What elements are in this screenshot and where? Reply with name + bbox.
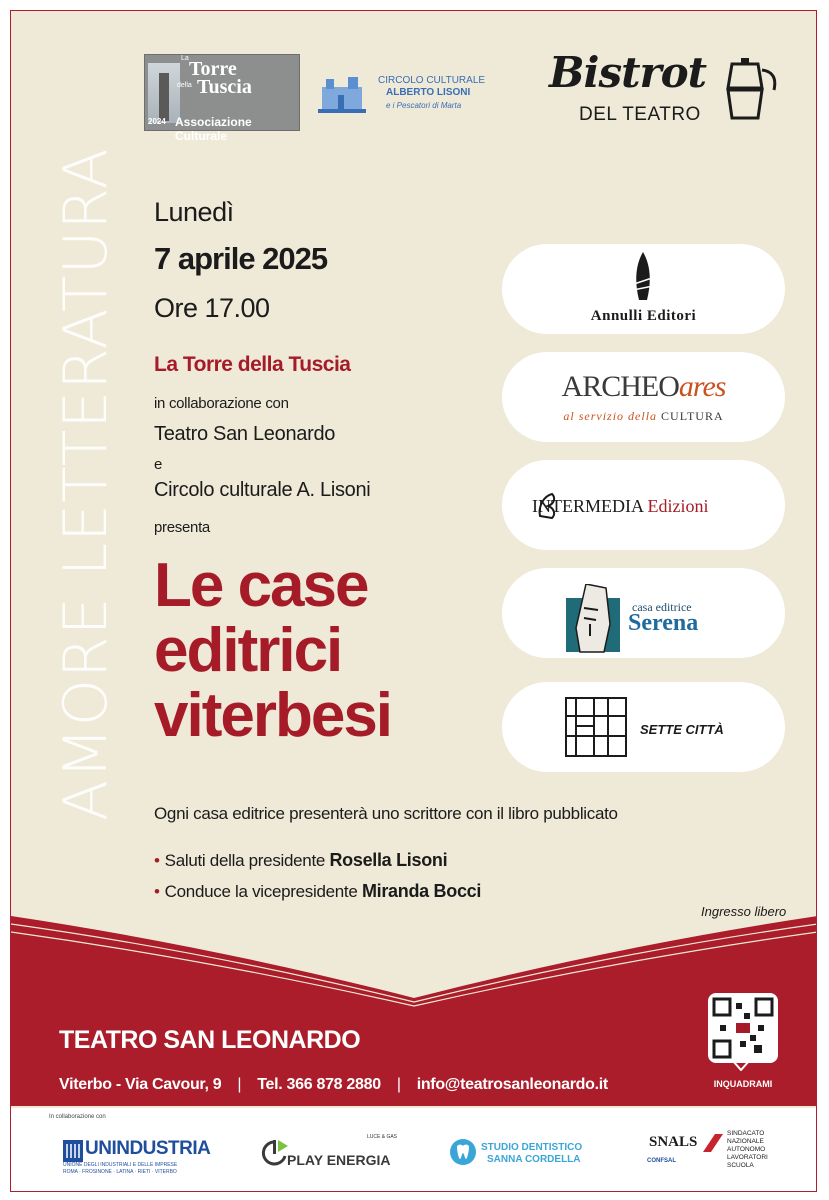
title-line: editrici [154, 616, 342, 685]
separator: | [396, 1076, 401, 1093]
lisoni-line1: CIRCOLO CULTURALE [378, 75, 486, 86]
play-label: PLAY ENERGIA [287, 1152, 391, 1168]
logo-torre-line2: Tuscia [197, 76, 252, 98]
serena-small: casa editrice [632, 600, 692, 614]
footer-collab-label: In collaborazione con [49, 1114, 106, 1120]
vertical-title: AMORE LETTERATURA [51, 147, 121, 821]
bullet-conduce [154, 881, 481, 902]
unindustria-sub2: ROMA · FROSINONE · LATINA · RIETI · VITERBO [63, 1169, 177, 1175]
intermedia-text: INTERMEDIA [532, 496, 643, 516]
logo-torre-la: La [181, 55, 189, 62]
bistrot-line1: Bistrot [549, 48, 707, 97]
castle-icon [318, 73, 366, 113]
qr-caption: INQUADRAMI [713, 1079, 773, 1089]
edizioni-text: Edizioni [647, 496, 709, 516]
bullet-text: Conduce la vicepresidente [164, 882, 362, 901]
event-time: Ore 17.00 [154, 293, 270, 323]
studio-line2: SANNA CORDELLA [487, 1154, 581, 1165]
publisher-sette-citta [502, 682, 785, 772]
sette-citta-label: SETTE CITTÀ [640, 722, 724, 737]
qr-code-icon [710, 995, 776, 1061]
tower-icon [159, 73, 169, 121]
serena-label: Serena [628, 610, 699, 636]
qr-pointer-icon [733, 1061, 749, 1071]
event-title [154, 553, 494, 748]
torre-della-tuscia-logo [144, 54, 300, 143]
sette-citta-monogram-icon [564, 696, 628, 758]
and-text: e [154, 456, 163, 473]
publisher-intermedia [502, 460, 785, 550]
play-energia-icon [261, 1138, 289, 1168]
logo-torre-line1: Torre [189, 58, 237, 80]
tooth-icon [449, 1138, 477, 1166]
partner-2: Circolo culturale A. Lisoni [154, 479, 371, 501]
quill-crest-icon [628, 250, 658, 308]
studio-line1: STUDIO DENTISTICO [481, 1142, 583, 1153]
presents-text: presenta [154, 519, 210, 536]
collab-intro: in collaborazione con [154, 395, 289, 412]
venue-email[interactable]: info@teatrosanleonardo.it [416, 1076, 608, 1093]
venue-contacts [59, 1076, 608, 1094]
title-line: viterbesi [154, 681, 392, 750]
separator: | [237, 1076, 242, 1093]
snals-line: NAZIONALE [727, 1138, 764, 1145]
logo-torre-della: della [177, 82, 192, 89]
entry-note: Ingresso libero [701, 904, 787, 919]
moai-icon [566, 584, 622, 654]
snals-line: LAVORATORI [727, 1154, 768, 1161]
event-day: Lunedì [154, 197, 234, 227]
snals-line: SINDACATO [727, 1130, 765, 1137]
bistrot-line2: DEL TEATRO [579, 104, 701, 125]
organizer: La Torre della Tuscia [154, 353, 351, 376]
play-small: LUCE & GAS [367, 1134, 398, 1140]
bullet-saluti [154, 850, 447, 871]
sponsor-play-energia [261, 1134, 401, 1179]
archeoares-label [502, 370, 785, 404]
sponsor-snals [647, 1128, 787, 1188]
partner-1: Teatro San Leonardo [154, 423, 336, 445]
snals-label: SNALS [649, 1134, 698, 1150]
title-line: Le case [154, 551, 368, 620]
logo-torre-assoc: Associazione Culturale [175, 115, 252, 143]
bullet-dot-icon: • [154, 851, 160, 870]
circolo-lisoni-logo [316, 69, 496, 119]
venue-name: TEATRO SAN LEONARDO [59, 1026, 361, 1054]
bullet-dot-icon: • [154, 882, 160, 901]
snals-line: SCUOLA [727, 1162, 754, 1169]
publisher-serena [502, 568, 785, 658]
intermedia-label [532, 496, 709, 517]
unindustria-sub1: UNIONE DEGLI INDUSTRIALI E DELLE IMPRESE [63, 1162, 178, 1168]
moka-pot-icon [714, 54, 784, 124]
snals-line: AUTONOMO [727, 1146, 766, 1153]
event-description: Ogni casa editrice presenterà uno scrittore con il libro pubblicato [154, 804, 618, 823]
lisoni-line3: e i Pescatori di Marta [386, 101, 462, 110]
lisoni-line2: ALBERTO LISONI [386, 87, 471, 98]
archeo-sub-b: CULTURA [661, 409, 724, 423]
venue-address: Viterbo - Via Cavour, 9 [59, 1076, 222, 1093]
ares-text: ares [678, 370, 726, 403]
bullet-text: Saluti della presidente [164, 851, 330, 870]
sponsor-unindustria [63, 1130, 223, 1180]
bullet-name: Rosella Lisoni [329, 850, 448, 870]
archeoares-sub [502, 409, 785, 424]
logo-torre-year: 2024 [148, 117, 166, 126]
publisher-annulli [502, 244, 785, 334]
snals-red-mark-icon [703, 1134, 723, 1152]
event-date: 7 aprile 2025 [154, 241, 328, 276]
venue-phone[interactable]: Tel. 366 878 2880 [257, 1076, 381, 1093]
snals-lines [727, 1130, 768, 1170]
annulli-label: Annulli Editori [590, 308, 697, 324]
bullet-name: Miranda Bocci [361, 881, 482, 901]
poster [10, 10, 817, 1192]
confsal-label: CONFSAL [647, 1158, 676, 1164]
sponsor-studio-dentistico [449, 1138, 589, 1178]
archeo-sub-a: al servizio della [563, 409, 658, 423]
sponsor-footer [11, 1108, 817, 1192]
archeo-text: ARCHEO [561, 370, 679, 403]
publisher-archeoares [502, 352, 785, 442]
bistrot-logo [539, 48, 789, 133]
unindustria-label: UNINDUSTRIA [85, 1138, 211, 1159]
unindustria-emblem-icon [63, 1140, 83, 1162]
qr-code[interactable] [708, 993, 778, 1063]
